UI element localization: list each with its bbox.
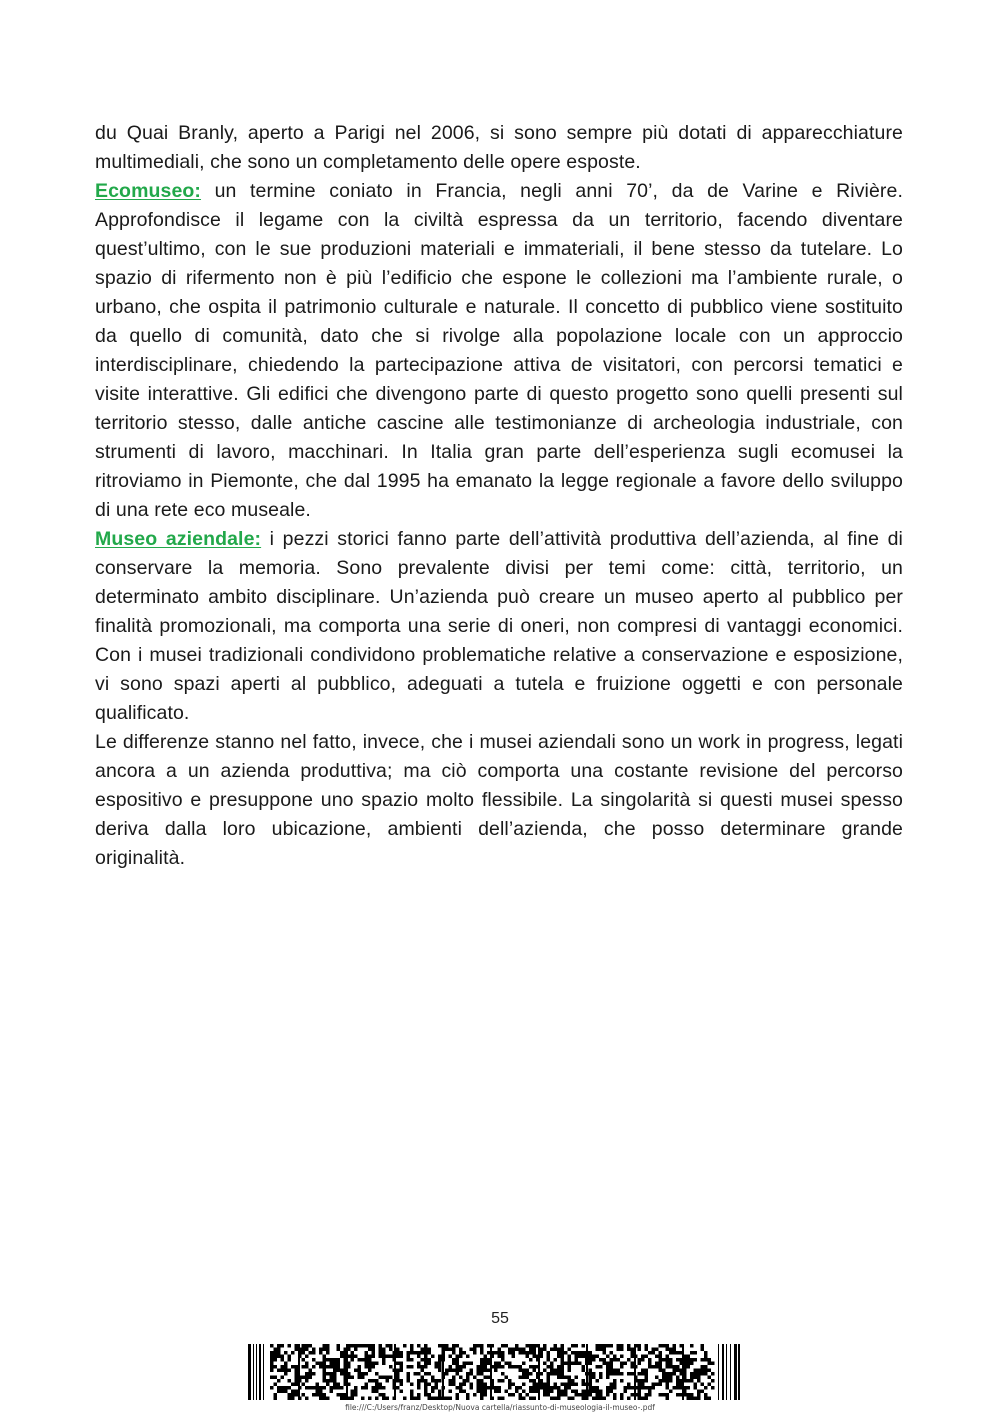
paragraph-differenze <box>95 728 903 873</box>
barcode-image <box>248 1344 740 1400</box>
term-museo-aziendale: Museo aziendale: <box>95 528 262 550</box>
page-number: 55 <box>491 1310 509 1327</box>
paragraph-intro-continuation <box>95 119 903 177</box>
file-path-footer: file:///C:/Users/franz/Desktop/Nuova cartella/riassunto-di-museologia-il-museo-.pdf <box>345 1403 655 1412</box>
term-ecomuseo: Ecomuseo: <box>95 180 202 202</box>
body-text <box>95 119 903 873</box>
paragraph-text: Le differenze stanno nel fatto, invece, che i musei aziendali sono un work in progress, legati ancora a un azienda produttiva; ma ciò comporta una costante revisione del percorso espositivo e presuppone uno spazio molto flessibile. La singolarità si questi musei spesso deriva dalla loro ubicazione, ambienti dell’azienda, che posso determinare grande originalità. <box>95 731 903 869</box>
paragraph-text: i pezzi storici fanno parte dell’attività produttiva dell’azienda, al fine di conservare la memoria. Sono prevalente divisi per temi come: città, territorio, un determinato ambito disciplinare. Un’azienda può creare un museo aperto al pubblico per finalità promozionali, ma comporta una serie di oneri, non compresi di vantaggi economici. Con i musei tradizionali condividono problematiche relative a conservazione e esposizione, vi sono spazi aperti al pubblico, adeguati a tutela e fruizione oggetti e con personale qualificato. <box>95 528 903 724</box>
paragraph-text: un termine coniato in Francia, negli anni 70’, da de Varine e Rivière. Approfondisce il legame con la civiltà espressa da un territorio, facendo diventare quest’ultimo, con le sue produzioni materiali e immateriali, il bene stesso da tutelare. Lo spazio di rifermento non è più l’edificio che espone le collezioni ma l’ambiente rurale, o urbano, che ospita il patrimonio culturale e naturale. Il concetto di pubblico viene sostituito da quello di comunità, dato che si rivolge alla popolazione locale con un approccio interdisciplinare, chiedendo la partecipazione attiva de visitatori, con percorsi tematici e visite interattive. Gli edifici che divengono parte di questo progetto sono quelli presenti sul territorio stesso, dalle antiche cascine alle testimonianze di archeologia industriale, con strumenti di lavoro, macchinari. In Italia gran parte dell’esperienza sugli ecomusei la ritroviamo in Piemonte, che dal 1995 ha emanato la legge regionale a favore dello sviluppo di una rete eco museale. <box>95 180 903 521</box>
paragraph-ecomuseo <box>95 177 903 525</box>
paragraph-text: du Quai Branly, aperto a Parigi nel 2006, si sono sempre più dotati di apparecchiature multimediali, che sono un completamento delle opere esposte. <box>95 122 903 173</box>
paragraph-museo-aziendale <box>95 525 903 728</box>
